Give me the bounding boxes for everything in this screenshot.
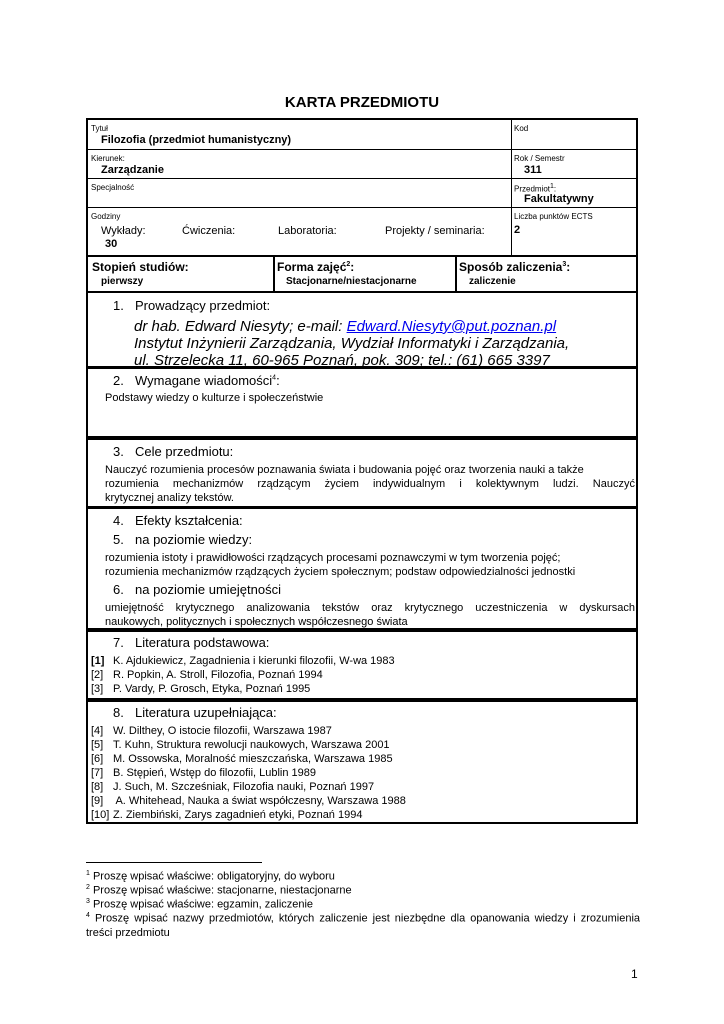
skills-line-1: umiejętność krytycznego analizowania tekstów oraz krytycznego uczestniczenia w dyskursach: [105, 602, 635, 614]
section-literature-extra: [86, 700, 638, 824]
section-2-title: 2. Wymagane wiadomości$^4$:: [113, 373, 280, 388]
literature-extra-list: [91, 724, 406, 822]
wyklady-value: 30: [105, 238, 118, 250]
knowledge-line-2: rozumienia mechanizmów rządzących życiem społecznym; podstaw odpowiedzialności jednostki: [105, 566, 576, 578]
ects-label: Liczba punktów ECTS: [514, 212, 593, 221]
projekty-label: Projekty / seminaria:: [385, 225, 485, 237]
forma-label: Forma zajęć$^2$:: [277, 260, 355, 274]
laboratoria-label: Laboratoria:: [278, 225, 337, 237]
specjalnosc-label: Specjalność: [91, 183, 135, 192]
section-6-title: 6. na poziomie umiejętności: [113, 582, 281, 597]
wyklady-label: Wykłady:: [101, 225, 146, 237]
footnote-1: $^1$ Proszę wpisać właściwe: obligatoryjny, do wyboru: [86, 870, 335, 883]
list-item: [4] W. Dilthey, O istocie filozofii, Warszawa 1987: [91, 725, 332, 737]
knowledge-line-1: rozumienia istoty i prawidłowości rządzących procesami poznawczymi w tym tworzenia pojęć;: [105, 552, 561, 564]
sposob-value: zaliczenie: [469, 276, 516, 287]
list-item: [2] R. Popkin, A. Stroll, Filozofia, Poznań 1994: [91, 669, 323, 681]
goals-line-1: Nauczyć rozumienia procesów poznawania świata i budowania pojęć oraz tworzenia nauki a także: [105, 464, 584, 476]
section-1-title: 1. Prowadzący przedmiot:: [113, 298, 271, 313]
instructor-email-link[interactable]: Edward.Niesyty@put.poznan.pl: [346, 318, 557, 335]
section-5-title: 5. na poziomie wiedzy:: [113, 532, 253, 547]
page-title: KARTA PRZEDMIOTU: [284, 94, 440, 111]
instructor-line-2: Instytut Inżynierii Zarządzania, Wydział Informatyki i Zarządzania,: [134, 335, 570, 352]
footnote-3: $^3$ Proszę wpisać właściwe: egzamin, zaliczenie: [86, 898, 314, 911]
list-item: [6] M. Ossowska, Moralność mieszczańska, Warszawa 1985: [91, 753, 393, 765]
literature-basic-list: [91, 654, 395, 696]
stopien-label: Stopień studiów:: [92, 260, 189, 274]
header-table: [86, 118, 638, 293]
section-requirements: [86, 368, 638, 438]
skills-line-2: naukowych, politycznych i społecznych współczesnego świata: [105, 616, 408, 628]
stopien-value: pierwszy: [101, 276, 144, 287]
section-goals: [86, 438, 638, 508]
rok-label: Rok / Semestr: [514, 154, 565, 163]
list-item: [3] P. Vardy, P. Grosch, Etyka, Poznań 1995: [91, 683, 311, 695]
goals-line-2: rozumienia mechanizmów rządzącym życiem indywidualnym i kolektywnym ludzi. Nauczyć: [105, 478, 635, 490]
sposob-label: Sposób zaliczenia$^3$:: [459, 260, 571, 274]
list-item: [10] Z. Ziembiński, Zarys zagadnień etyki, Poznań 1994: [91, 809, 363, 821]
list-item: [9] A. Whitehead, Nauka a świat współczesny, Warszawa 1988: [91, 795, 406, 807]
section-literature-basic: [86, 630, 638, 700]
section-4-title: 4. Efekty kształcenia:: [113, 513, 243, 528]
instructor-line-3: ul. Strzelecka 11, 60-965 Poznań, pok. 309; tel.: (61) 665 3397: [134, 352, 550, 369]
page-number: 1: [631, 967, 638, 981]
section-instructor: [86, 291, 638, 368]
rok-value: 311: [524, 164, 542, 176]
kierunek-value: Zarządzanie: [101, 164, 164, 176]
ects-value: 2: [514, 224, 521, 236]
list-item: [5] T. Kuhn, Struktura rewolucji naukowych, Warszawa 2001: [91, 739, 390, 751]
kod-label: Kod: [514, 124, 529, 133]
przedmiot-label: Przedmiot$^1$:: [514, 183, 557, 194]
requirements-text: Podstawy wiedzy o kulturze i społeczeństwie: [105, 392, 324, 404]
footnote-4: $^4$ Proszę wpisać nazwy przedmiotów, których zaliczenie jest niezbędne dla opanowania wiedzy i zrozumienia treści przedmiotu: [86, 912, 641, 939]
tytul-value: Filozofia (przedmiot humanistyczny): [101, 134, 292, 146]
tytul-label: Tytuł: [91, 124, 108, 133]
footnote-separator: [86, 862, 262, 863]
godziny-label: Godziny: [91, 212, 121, 221]
kierunek-label: Kierunek:: [91, 154, 125, 163]
list-item: [8] J. Such, M. Szcześniak, Filozofia nauki, Poznań 1997: [91, 781, 375, 793]
forma-value: Stacjonarne/niestacjonarne: [286, 276, 417, 287]
przedmiot-value: Fakultatywny: [524, 193, 594, 205]
section-7-title: 7. Literatura podstawowa:: [113, 635, 270, 650]
section-3-title: 3. Cele przedmiotu:: [113, 444, 234, 459]
cwiczenia-label: Ćwiczenia:: [182, 225, 236, 237]
list-item: [7] B. Stępień, Wstęp do filozofii, Lublin 1989: [91, 767, 317, 779]
section-8-title: 8. Literatura uzupełniająca:: [113, 705, 277, 720]
section-outcomes: [86, 508, 638, 630]
goals-line-3: krytycznej analizy tekstów.: [105, 492, 234, 504]
instructor-line-1: dr hab. Edward Niesyty; e-mail: Edward.Niesyty@put.poznan.pl: [134, 318, 557, 335]
list-item: [1] K. Ajdukiewicz, Zagadnienia i kierunki filozofii, W-wa 1983: [91, 655, 395, 667]
footnote-2: $^2$ Proszę wpisać właściwe: stacjonarne, niestacjonarne: [86, 884, 352, 897]
